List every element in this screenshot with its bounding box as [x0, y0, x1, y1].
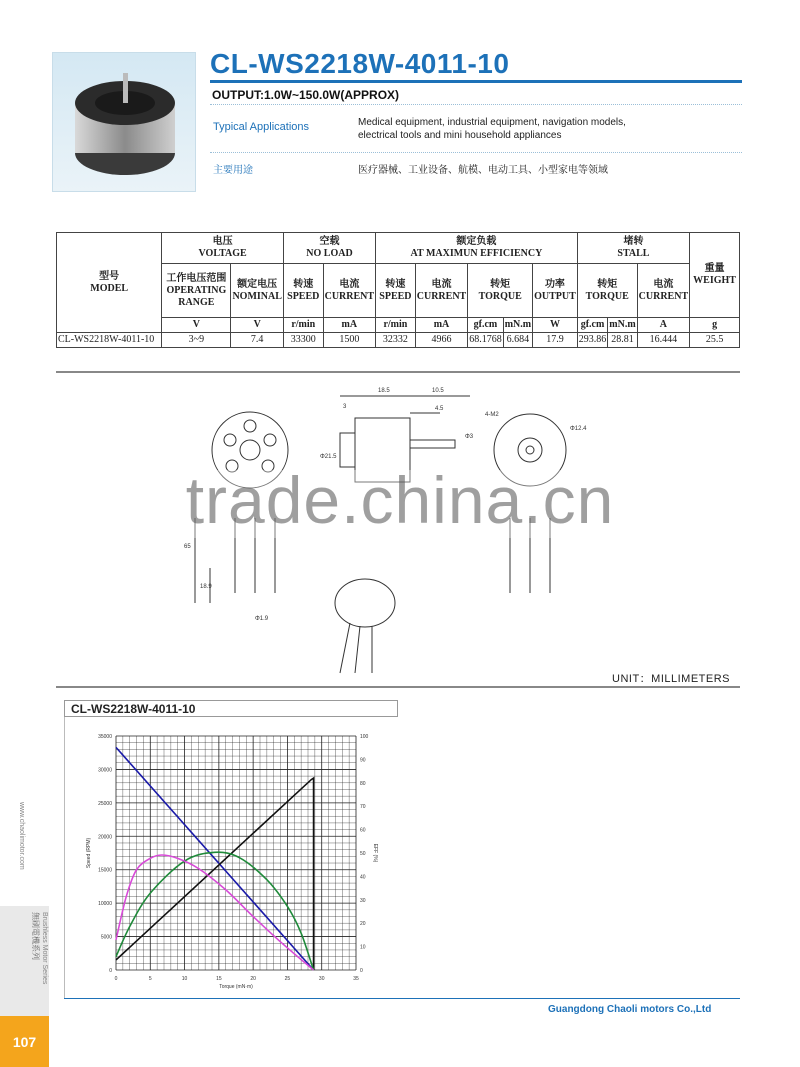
y2-tick-label: 0	[360, 968, 363, 974]
watermark: trade.china.cn	[185, 463, 615, 537]
product-photo	[52, 52, 196, 192]
motor-image	[53, 53, 195, 191]
company-name: Guangdong Chaoli motors Co.,Ltd	[548, 1004, 712, 1015]
value-cell: 293.86	[577, 333, 608, 348]
x-tick-label: 10	[181, 976, 188, 982]
value-cell: 1500	[323, 333, 375, 348]
unit-cell: V	[231, 318, 283, 333]
page-number: 107	[0, 1016, 49, 1067]
x-tick-label: 0	[114, 976, 118, 982]
value-cell: 16.444	[637, 333, 689, 348]
value-cell: 7.4	[231, 333, 283, 348]
performance-chart	[80, 728, 390, 990]
series-en: Brushless Motor Series	[41, 912, 48, 985]
x-tick-label: 30	[318, 976, 325, 982]
value-cell: 17.9	[533, 333, 578, 348]
stall-torque-header: 转矩 TORQUE	[577, 264, 637, 318]
x-tick-label: 35	[353, 976, 359, 982]
voltage-header: 电压 VOLTAGE	[162, 233, 284, 264]
y-tick-label: 15000	[98, 867, 112, 874]
y2-tick-label: 10	[360, 944, 366, 951]
value-cell: 28.81	[608, 333, 637, 348]
unit-cell: A	[637, 318, 689, 333]
unit-cell: mA	[415, 318, 467, 333]
y-tick-label: 20000	[98, 834, 112, 841]
nominal-header: 额定电压 NOMINAL	[231, 264, 283, 318]
x-tick-label: 20	[250, 976, 256, 982]
stall-current-header: 电流 CURRENT	[637, 264, 689, 318]
value-cell: 32332	[376, 333, 416, 348]
dim-label: 65	[184, 544, 191, 550]
value-cell: 3~9	[162, 333, 231, 348]
y2-tick-label: 20	[360, 921, 366, 928]
y-tick-label: 35000	[98, 734, 112, 740]
y2-tick-label: 100	[360, 734, 369, 740]
y2-tick-label: 60	[360, 827, 366, 834]
dim-label: Φ3	[465, 434, 474, 440]
noload-speed-header: 转速 SPEED	[283, 264, 323, 318]
unit-cell: mA	[323, 318, 375, 333]
eff-torque-header: 转矩 TORQUE	[468, 264, 533, 318]
y-tick-label: 10000	[98, 901, 112, 908]
unit-cell: W	[533, 318, 578, 333]
value-cell: 25.5	[690, 333, 740, 348]
typical-applications-text: Medical equipment, industrial equipment, navigation models, electrical tools and mini household appliances	[358, 117, 626, 141]
y2-tick-label: 90	[360, 757, 366, 764]
side-text	[14, 800, 50, 1010]
unit-label: UNIT：MILLIMETERS	[612, 673, 731, 685]
footer-rule	[64, 998, 740, 999]
operating-range-header: 工作电压范围 OPERATING RANGE	[162, 264, 231, 318]
value-cell: 68.1768	[468, 333, 504, 348]
series-cn: 無刷電機系列	[31, 912, 40, 960]
typical-applications-label: Typical Applications	[213, 121, 309, 133]
efficiency-header: 额定负载 AT MAXIMUN EFFICIENCY	[376, 233, 578, 264]
noload-header: 空载 NO LOAD	[283, 233, 375, 264]
unit-cell: gf.cm	[577, 318, 608, 333]
y-tick-label: 5000	[100, 934, 112, 941]
dim-label: 4-M2	[485, 412, 499, 418]
model-title: CL-WS2218W-4011-10	[210, 48, 510, 79]
x-tick-label: 5	[148, 976, 152, 982]
dim-label: 3	[343, 404, 347, 410]
x-axis-label: Torque (mN·m)	[219, 984, 253, 990]
dim-label: 4.5	[435, 406, 444, 412]
y2-tick-label: 50	[360, 851, 366, 857]
stall-header: 堵转 STALL	[577, 233, 689, 264]
noload-current-header: 电流 CURRENT	[323, 264, 375, 318]
y-tick-label: 25000	[98, 800, 112, 807]
model-cell: CL-WS2218W-4011-10	[57, 333, 162, 348]
unit-cell: gf.cm	[468, 318, 504, 333]
y2-axis-label: EFF (%)	[372, 843, 378, 863]
dim-label: 18.5	[378, 388, 390, 394]
divider	[210, 104, 742, 105]
cn-applications-text: 医疗器械、工业设备、航模、电动工具、小型家电等领域	[358, 165, 608, 176]
value-cell: 6.684	[503, 333, 532, 348]
y2-tick-label: 30	[360, 897, 366, 904]
table-row	[57, 333, 740, 348]
y-axis-label: Speed (RPM)	[86, 837, 92, 869]
y2-tick-label: 80	[360, 780, 366, 787]
cn-applications-label: 主要用途	[213, 165, 253, 176]
unit-cell: V	[162, 318, 231, 333]
x-tick-label: 15	[216, 976, 222, 982]
x-tick-label: 25	[284, 976, 291, 982]
eff-current-header: 电流 CURRENT	[415, 264, 467, 318]
dim-label: Φ12.4	[570, 426, 587, 432]
chart-title: CL-WS2218W-4011-10	[64, 700, 398, 717]
series-line	[116, 855, 313, 970]
unit-cell: r/min	[283, 318, 323, 333]
dim-label: Φ21.5	[320, 454, 337, 460]
y2-tick-label: 70	[360, 804, 366, 811]
y2-tick-label: 40	[360, 874, 366, 881]
value-cell: 33300	[283, 333, 323, 348]
y-tick-label: 0	[109, 968, 112, 974]
dim-label: 10.5	[432, 388, 444, 394]
spec-table	[56, 232, 740, 348]
unit-cell: r/min	[376, 318, 416, 333]
unit-cell: mN.m	[503, 318, 532, 333]
unit-cell: g	[690, 318, 740, 333]
dim-label: 18.9	[200, 584, 212, 590]
dim-label: Φ1.9	[255, 616, 269, 622]
y-tick-label: 30000	[98, 767, 112, 774]
series-line	[116, 778, 314, 970]
eff-output-header: 功率 OUTPUT	[533, 264, 578, 318]
model-header: 型号 MODEL	[57, 233, 162, 333]
divider	[210, 152, 742, 153]
unit-cell: mN.m	[608, 318, 637, 333]
output-range: OUTPUT:1.0W~150.0W(APPROX)	[212, 88, 400, 102]
eff-speed-header: 转速 SPEED	[376, 264, 416, 318]
value-cell: 4966	[415, 333, 467, 348]
website-text: www.chaolimotor.com	[18, 802, 25, 870]
weight-header: 重量 WEIGHT	[690, 233, 740, 318]
title-rule	[210, 80, 742, 83]
section-divider	[56, 371, 740, 373]
section-divider	[56, 686, 740, 688]
